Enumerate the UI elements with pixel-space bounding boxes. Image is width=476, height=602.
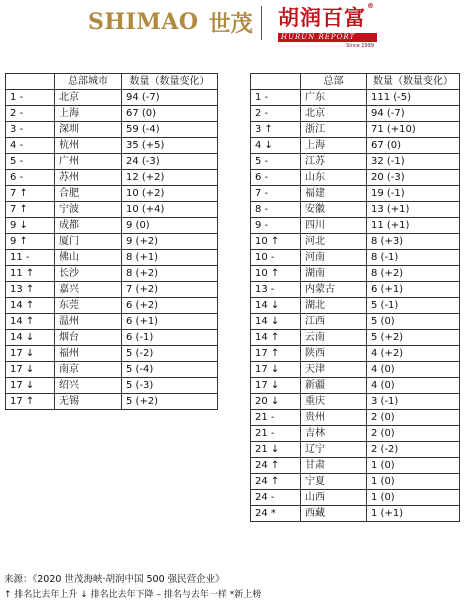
rank-cell: 17 ↑ bbox=[6, 394, 55, 410]
region-cell: 杭州 bbox=[55, 138, 122, 154]
region-cell: 云南 bbox=[301, 330, 367, 346]
rank-cell: 10 ↑ bbox=[251, 266, 301, 282]
count-cell: 9 (+2) bbox=[122, 234, 218, 250]
count-cell: 13 (+1) bbox=[367, 202, 460, 218]
region-cell: 江苏 bbox=[301, 154, 367, 170]
table-row bbox=[251, 154, 460, 170]
rank-cell: 2 - bbox=[6, 106, 55, 122]
region-cell: 东莞 bbox=[55, 298, 122, 314]
table-row bbox=[6, 266, 218, 282]
rank-cell: 3 - bbox=[6, 122, 55, 138]
header-rank bbox=[251, 74, 301, 90]
region-cell: 长沙 bbox=[55, 266, 122, 282]
count-cell: 59 (-4) bbox=[122, 122, 218, 138]
table-row bbox=[251, 314, 460, 330]
header-province: 总部 bbox=[301, 74, 367, 90]
rank-cell: 2 - bbox=[251, 106, 301, 122]
rank-cell: 24 - bbox=[251, 490, 301, 506]
table-row bbox=[6, 394, 218, 410]
table-row bbox=[251, 378, 460, 394]
rank-cell: 4 - bbox=[6, 138, 55, 154]
table-row bbox=[251, 330, 460, 346]
region-cell: 宁夏 bbox=[301, 474, 367, 490]
header-count: 数量（数量变化） bbox=[122, 74, 218, 90]
region-cell: 新疆 bbox=[301, 378, 367, 394]
region-cell: 北京 bbox=[301, 106, 367, 122]
region-cell: 合肥 bbox=[55, 186, 122, 202]
table-row bbox=[251, 282, 460, 298]
count-cell: 1 (0) bbox=[367, 490, 460, 506]
rank-cell: 5 - bbox=[251, 154, 301, 170]
count-cell: 12 (+2) bbox=[122, 170, 218, 186]
rank-cell: 1 - bbox=[6, 90, 55, 106]
header-city: 总部城市 bbox=[55, 74, 122, 90]
table-row bbox=[6, 186, 218, 202]
region-cell: 福州 bbox=[55, 346, 122, 362]
table-row bbox=[251, 458, 460, 474]
rank-cell: 17 ↑ bbox=[251, 346, 301, 362]
count-cell: 3 (-1) bbox=[367, 394, 460, 410]
count-cell: 10 (+4) bbox=[122, 202, 218, 218]
rank-cell: 13 - bbox=[251, 282, 301, 298]
logo-divider bbox=[261, 6, 262, 40]
count-cell: 35 (+5) bbox=[122, 138, 218, 154]
rank-cell: 4 ↓ bbox=[251, 138, 301, 154]
rank-cell: 5 - bbox=[6, 154, 55, 170]
rank-cell: 24 * bbox=[251, 506, 301, 522]
table-row bbox=[6, 330, 218, 346]
count-cell: 5 (+2) bbox=[367, 330, 460, 346]
table-header-row bbox=[251, 74, 460, 90]
region-cell: 辽宁 bbox=[301, 442, 367, 458]
table-row bbox=[6, 122, 218, 138]
count-cell: 2 (0) bbox=[367, 426, 460, 442]
table-row bbox=[6, 170, 218, 186]
count-cell: 5 (0) bbox=[367, 314, 460, 330]
hurun-logo-cn bbox=[278, 2, 398, 32]
table-row bbox=[251, 426, 460, 442]
province-ranking-table bbox=[250, 73, 460, 522]
hurun-since: Since 1999 bbox=[346, 43, 374, 49]
table-row bbox=[6, 90, 218, 106]
count-cell: 8 (+2) bbox=[367, 266, 460, 282]
rank-cell: 11 ↑ bbox=[6, 266, 55, 282]
rank-cell: 7 ↑ bbox=[6, 202, 55, 218]
rank-cell: 9 ↑ bbox=[6, 234, 55, 250]
table-row bbox=[251, 234, 460, 250]
region-cell: 嘉兴 bbox=[55, 282, 122, 298]
rank-cell: 7 ↑ bbox=[6, 186, 55, 202]
region-cell: 福建 bbox=[301, 186, 367, 202]
count-cell: 8 (+3) bbox=[367, 234, 460, 250]
count-cell: 11 (+1) bbox=[367, 218, 460, 234]
rank-cell: 17 ↓ bbox=[6, 362, 55, 378]
region-cell: 绍兴 bbox=[55, 378, 122, 394]
region-cell: 重庆 bbox=[301, 394, 367, 410]
region-cell: 宁波 bbox=[55, 202, 122, 218]
count-cell: 6 (+1) bbox=[122, 314, 218, 330]
shimao-logo-text: SHIMAO bbox=[88, 9, 199, 35]
rank-cell: 17 ↓ bbox=[251, 362, 301, 378]
count-cell: 67 (0) bbox=[367, 138, 460, 154]
table-row bbox=[6, 314, 218, 330]
rank-cell: 13 ↑ bbox=[6, 282, 55, 298]
count-cell: 5 (-4) bbox=[122, 362, 218, 378]
table-row bbox=[251, 362, 460, 378]
count-cell: 67 (0) bbox=[122, 106, 218, 122]
table-row bbox=[6, 362, 218, 378]
region-cell: 安徽 bbox=[301, 202, 367, 218]
rank-cell: 9 ↓ bbox=[6, 218, 55, 234]
count-cell: 19 (-1) bbox=[367, 186, 460, 202]
table-row bbox=[251, 474, 460, 490]
region-cell: 甘肃 bbox=[301, 458, 367, 474]
region-cell: 湖北 bbox=[301, 298, 367, 314]
count-cell: 111 (-5) bbox=[367, 90, 460, 106]
count-cell: 1 (0) bbox=[367, 474, 460, 490]
rank-cell: 10 ↑ bbox=[251, 234, 301, 250]
region-cell: 烟台 bbox=[55, 330, 122, 346]
registered-mark: ® bbox=[367, 2, 375, 10]
legend-note: ↑ 排名比去年上升 ↓ 排名比去年下降 – 排名与去年一样 *新上榜 bbox=[4, 590, 262, 600]
count-cell: 94 (-7) bbox=[122, 90, 218, 106]
hurun-logo-en: HURUN REPORT bbox=[278, 33, 377, 42]
table-row bbox=[251, 138, 460, 154]
source-note: 来源：《2020 世茂海峡·胡润中国 500 强民营企业》 bbox=[4, 574, 225, 585]
count-cell: 8 (-1) bbox=[367, 250, 460, 266]
region-cell: 贵州 bbox=[301, 410, 367, 426]
table-row bbox=[251, 170, 460, 186]
region-cell: 广州 bbox=[55, 154, 122, 170]
table-row bbox=[6, 138, 218, 154]
header bbox=[0, 0, 476, 52]
rank-cell: 6 - bbox=[6, 170, 55, 186]
region-cell: 内蒙古 bbox=[301, 282, 367, 298]
count-cell: 5 (-2) bbox=[122, 346, 218, 362]
table-row bbox=[6, 154, 218, 170]
count-cell: 2 (0) bbox=[367, 410, 460, 426]
count-cell: 4 (0) bbox=[367, 362, 460, 378]
hurun-logo-cn-text: 胡润百富 bbox=[278, 6, 366, 30]
region-cell: 上海 bbox=[301, 138, 367, 154]
region-cell: 温州 bbox=[55, 314, 122, 330]
header-count: 数量（数量变化） bbox=[367, 74, 460, 90]
rank-cell: 17 ↓ bbox=[251, 378, 301, 394]
table-row bbox=[251, 266, 460, 282]
province-ranking-body bbox=[251, 90, 460, 522]
table-row bbox=[251, 394, 460, 410]
shimao-logo-cn: 世茂 bbox=[208, 11, 253, 37]
table-row bbox=[251, 490, 460, 506]
region-cell: 厦门 bbox=[55, 234, 122, 250]
table-row bbox=[6, 202, 218, 218]
region-cell: 陕西 bbox=[301, 346, 367, 362]
region-cell: 吉林 bbox=[301, 426, 367, 442]
count-cell: 20 (-3) bbox=[367, 170, 460, 186]
table-row bbox=[6, 218, 218, 234]
region-cell: 成都 bbox=[55, 218, 122, 234]
count-cell: 94 (-7) bbox=[367, 106, 460, 122]
table-row bbox=[251, 410, 460, 426]
table-row bbox=[251, 250, 460, 266]
table-row bbox=[251, 346, 460, 362]
count-cell: 1 (0) bbox=[367, 458, 460, 474]
region-cell: 无锡 bbox=[55, 394, 122, 410]
table-row bbox=[251, 506, 460, 522]
rank-cell: 14 ↓ bbox=[251, 298, 301, 314]
rank-cell: 21 - bbox=[251, 410, 301, 426]
count-cell: 2 (-2) bbox=[367, 442, 460, 458]
region-cell: 南京 bbox=[55, 362, 122, 378]
table-header-row bbox=[6, 74, 218, 90]
rank-cell: 9 - bbox=[251, 218, 301, 234]
count-cell: 4 (0) bbox=[367, 378, 460, 394]
rank-cell: 21 ↓ bbox=[251, 442, 301, 458]
count-cell: 1 (+1) bbox=[367, 506, 460, 522]
rank-cell: 11 - bbox=[6, 250, 55, 266]
rank-cell: 24 ↑ bbox=[251, 458, 301, 474]
count-cell: 7 (+2) bbox=[122, 282, 218, 298]
rank-cell: 14 ↑ bbox=[6, 314, 55, 330]
rank-cell: 10 - bbox=[251, 250, 301, 266]
table-row bbox=[251, 218, 460, 234]
rank-cell: 17 ↓ bbox=[6, 346, 55, 362]
rank-cell: 7 - bbox=[251, 186, 301, 202]
city-ranking-table bbox=[5, 73, 218, 410]
table-row bbox=[251, 122, 460, 138]
table-row bbox=[251, 106, 460, 122]
table-row bbox=[251, 186, 460, 202]
rank-cell: 14 ↑ bbox=[6, 298, 55, 314]
count-cell: 8 (+2) bbox=[122, 266, 218, 282]
hurun-logo bbox=[278, 2, 398, 50]
city-ranking-body bbox=[6, 90, 218, 410]
table-row bbox=[6, 298, 218, 314]
region-cell: 苏州 bbox=[55, 170, 122, 186]
rank-cell: 8 - bbox=[251, 202, 301, 218]
region-cell: 江西 bbox=[301, 314, 367, 330]
region-cell: 四川 bbox=[301, 218, 367, 234]
rank-cell: 14 ↓ bbox=[251, 314, 301, 330]
region-cell: 山东 bbox=[301, 170, 367, 186]
count-cell: 5 (-1) bbox=[367, 298, 460, 314]
count-cell: 6 (-1) bbox=[122, 330, 218, 346]
region-cell: 佛山 bbox=[55, 250, 122, 266]
region-cell: 河南 bbox=[301, 250, 367, 266]
count-cell: 8 (+1) bbox=[122, 250, 218, 266]
header-rank bbox=[6, 74, 55, 90]
count-cell: 5 (-3) bbox=[122, 378, 218, 394]
region-cell: 河北 bbox=[301, 234, 367, 250]
count-cell: 10 (+2) bbox=[122, 186, 218, 202]
rank-cell: 24 ↑ bbox=[251, 474, 301, 490]
rank-cell: 21 - bbox=[251, 426, 301, 442]
rank-cell: 17 ↓ bbox=[6, 378, 55, 394]
table-row bbox=[6, 282, 218, 298]
count-cell: 71 (+10) bbox=[367, 122, 460, 138]
table-row bbox=[251, 442, 460, 458]
table-row bbox=[251, 202, 460, 218]
rank-cell: 6 - bbox=[251, 170, 301, 186]
table-row bbox=[6, 250, 218, 266]
table-row bbox=[6, 346, 218, 362]
count-cell: 5 (+2) bbox=[122, 394, 218, 410]
rank-cell: 20 ↓ bbox=[251, 394, 301, 410]
region-cell: 上海 bbox=[55, 106, 122, 122]
region-cell: 广东 bbox=[301, 90, 367, 106]
region-cell: 山西 bbox=[301, 490, 367, 506]
table-row bbox=[251, 298, 460, 314]
rank-cell: 14 ↓ bbox=[6, 330, 55, 346]
rank-cell: 3 ↑ bbox=[251, 122, 301, 138]
count-cell: 6 (+1) bbox=[367, 282, 460, 298]
table-row bbox=[251, 90, 460, 106]
table-row bbox=[6, 106, 218, 122]
rank-cell: 1 - bbox=[251, 90, 301, 106]
region-cell: 北京 bbox=[55, 90, 122, 106]
rank-cell: 14 ↑ bbox=[251, 330, 301, 346]
count-cell: 9 (0) bbox=[122, 218, 218, 234]
region-cell: 深圳 bbox=[55, 122, 122, 138]
table-row bbox=[6, 378, 218, 394]
region-cell: 湖南 bbox=[301, 266, 367, 282]
count-cell: 4 (+2) bbox=[367, 346, 460, 362]
table-row bbox=[6, 234, 218, 250]
region-cell: 天津 bbox=[301, 362, 367, 378]
count-cell: 6 (+2) bbox=[122, 298, 218, 314]
region-cell: 浙江 bbox=[301, 122, 367, 138]
shimao-logo bbox=[88, 6, 253, 38]
count-cell: 32 (-1) bbox=[367, 154, 460, 170]
count-cell: 24 (-3) bbox=[122, 154, 218, 170]
region-cell: 西藏 bbox=[301, 506, 367, 522]
